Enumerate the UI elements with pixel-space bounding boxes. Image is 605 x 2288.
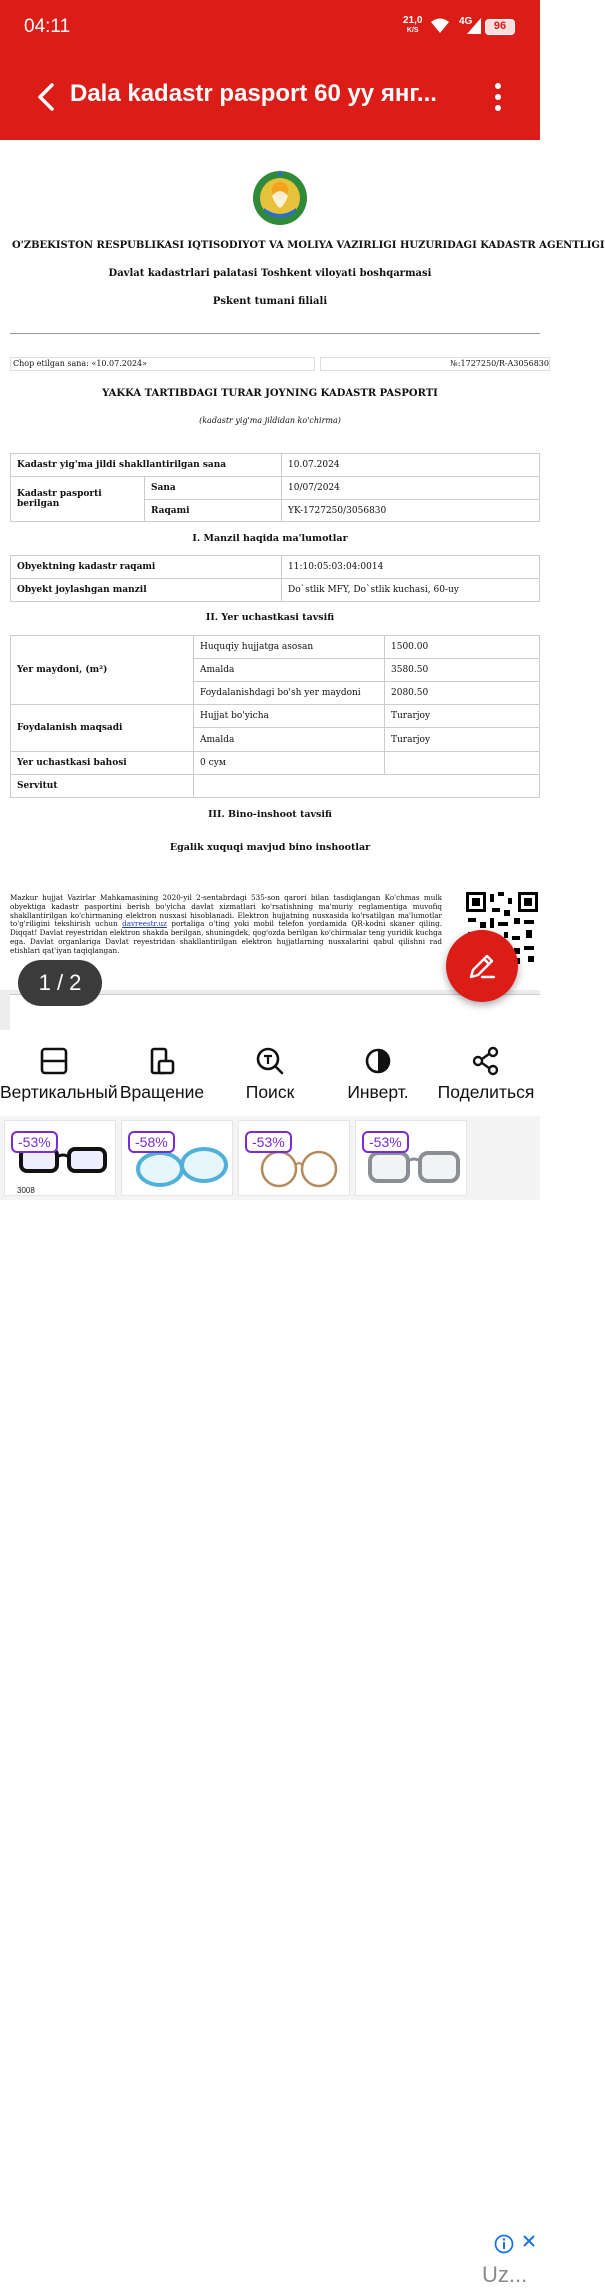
agency-heading: O'ZBEKISTON RESPUBLIKASI IQTISODIYOT VA MOLIYA VAZIRLIGI HUZURIDAGI KADASTR AGENTLIGI	[12, 240, 605, 251]
branch-heading: Pskent tumani filiali	[212, 296, 328, 307]
ad-item[interactable]	[238, 1120, 350, 1196]
vertical-label: Вертикальный	[0, 1082, 118, 1102]
share-icon	[471, 1046, 501, 1076]
section-heading: I. Manzil haqida ma'lumotlar	[192, 533, 348, 544]
pencil-icon	[466, 950, 498, 982]
rotate-button[interactable]	[108, 1030, 216, 1116]
table-cell: Obyekt joylashgan manzil	[10, 578, 282, 602]
chamber-heading: Davlat kadastrlari palatasi Toshkent viloyati boshqarmasi	[108, 268, 432, 279]
divider	[10, 333, 540, 334]
table-cell: Obyektning kadastr raqami	[10, 555, 282, 579]
table-cell: Do`stlik MFY, Do`stlik kuchasi, 60-uy	[281, 578, 540, 602]
ad-code: 3008	[17, 1186, 35, 1195]
back-arrow-icon[interactable]	[30, 80, 64, 114]
discount-badge: -53%	[11, 1131, 58, 1153]
table-cell: Foydalanishdagi bo'sh yer maydoni	[193, 681, 385, 705]
share-button[interactable]	[432, 1030, 540, 1116]
search-label: Поиск	[245, 1082, 295, 1102]
invert-icon	[363, 1046, 393, 1076]
table-cell	[10, 635, 194, 705]
table-cell: 2080.50	[384, 681, 540, 705]
document-page[interactable]	[0, 140, 605, 990]
wifi-icon	[431, 18, 449, 34]
table-cell	[193, 774, 540, 798]
table-cell: Turarjoy	[384, 727, 540, 752]
table-cell: 0 сум	[193, 751, 385, 775]
legal-note	[10, 894, 442, 956]
table-cell: Yer uchastkasi bahosi	[10, 751, 194, 775]
table-cell: Amalda	[193, 727, 385, 752]
battery-level: 96	[493, 20, 507, 32]
ad-banner	[0, 1116, 540, 2287]
status-bar	[0, 0, 540, 56]
search-button[interactable]	[216, 1030, 324, 1116]
discount-badge: -58%	[128, 1131, 175, 1153]
table-cell: Turarjoy	[384, 704, 540, 728]
table-cell	[384, 751, 540, 775]
table-cell: 11:10:05:03:04:0014	[281, 555, 540, 579]
printed-date: Chop etilgan sana: «10.07.2024»	[10, 357, 315, 371]
bottom-toolbar	[0, 1030, 540, 1116]
state-emblem-icon	[250, 168, 310, 228]
rotate-icon	[147, 1046, 177, 1076]
vertical-scroll-button[interactable]	[0, 1030, 118, 1116]
table-cell: Kadastr pasporti berilgan	[10, 476, 145, 522]
invert-button[interactable]	[324, 1030, 432, 1116]
section-heading: III. Bino-inshoot tavsifi	[208, 809, 332, 820]
search-icon	[255, 1046, 285, 1076]
rotate-label: Вращение	[119, 1082, 205, 1102]
invert-label: Инверт.	[347, 1082, 409, 1102]
table-cell: Huquqiy hujjatga asosan	[193, 635, 385, 659]
network-speed	[403, 16, 422, 36]
ad-item[interactable]	[4, 1120, 116, 1196]
battery-icon	[485, 19, 515, 35]
table-cell: Foydalanish maqsadi	[10, 704, 194, 752]
discount-badge: -53%	[245, 1131, 292, 1153]
table-cell: 3580.50	[384, 658, 540, 682]
more-vert-icon[interactable]	[490, 82, 506, 112]
table-cell: Servitut	[10, 774, 194, 798]
network-speed-unit: K/S	[406, 27, 419, 34]
table-cell: Hujjat bo'yicha	[193, 704, 385, 728]
discount-badge: -53%	[362, 1131, 409, 1153]
legal-note-text-2: portaliga o'ting yoki mobil telefon yordamida QR-kodni skaner qiling. Diqqat! Davlat reyestridan elektron shakda berilgan, shuningdek, qog'ozda berilgan ko'chirmalar teng yuridik kuchga ega. Davlat organlariga Davlat reyestridan shakllantirilgan elektron hujjatlarning nusxalarini qabul qilishni rad etishlari qat'iyan taqiqlangan.	[10, 919, 442, 955]
table-cell: 10.07.2024	[281, 453, 540, 477]
table-cell: Kadastr yig'ma jildi shakllantirilgan sana	[10, 453, 282, 477]
legal-note-text: Mazkur hujjat Vazirlar Mahkamasining 2020-yil 2-sentabrdagi 535-son qarori bilan tasdiqlangan Ko'chmas mulk obyektiga kadastr pasportini berish bo'yicha davlat xizmatlari ko'rsatishning ma'muriy reglamentiga muvofiq shakllantirilgan ko'chirmaning elektron nusxasi hisoblanadi. Elektron hujjatning nusxasida ko'rsatilgan ma'lumotlar to'g'riligini tekshirish uchun	[10, 893, 442, 929]
edit-button[interactable]	[446, 930, 518, 1002]
app-header	[0, 0, 540, 140]
table-cell: Amalda	[193, 658, 385, 682]
page-indicator: 1 / 2	[18, 960, 102, 1006]
signal-icon	[467, 18, 481, 34]
document-subtitle: (kadastr yig'ma jildidan ko'chirma)	[199, 416, 341, 425]
page-title: Dala kadastr pasport 60 уу янг...	[70, 80, 437, 107]
ad-item[interactable]	[121, 1120, 233, 1196]
network-speed-value: 21,0	[403, 15, 423, 26]
share-label: Поделиться	[437, 1082, 535, 1102]
ad-item[interactable]	[355, 1120, 467, 1196]
table-cell: YK-1727250/3056830	[281, 499, 540, 522]
split-view-icon	[39, 1046, 69, 1076]
table-cell: 1500.00	[384, 635, 540, 659]
status-time: 04:11	[24, 16, 71, 37]
registration-number: №:1727250/R-A3056830	[320, 357, 550, 371]
area-label: Yer maydoni, (m²)	[17, 665, 108, 675]
ad-more-text: Uz...	[482, 2262, 528, 2287]
table-cell: 10/07/2024	[281, 476, 540, 500]
section-subheading: Egalik xuquqi mavjud bino inshootlar	[169, 842, 371, 853]
network-type: 4G	[459, 16, 473, 27]
close-icon[interactable]	[522, 2234, 536, 2248]
registry-link[interactable]: davreestr.uz	[122, 919, 167, 929]
section-heading: II. Yer uchastkasi tavsifi	[205, 612, 335, 623]
table-cell: Sana	[144, 476, 282, 500]
table-cell: Raqami	[144, 499, 282, 522]
info-icon[interactable]	[494, 2234, 514, 2254]
document-title: YAKKA TARTIBDAGI TURAR JOYNING KADASTR PASPORTI	[102, 388, 438, 399]
